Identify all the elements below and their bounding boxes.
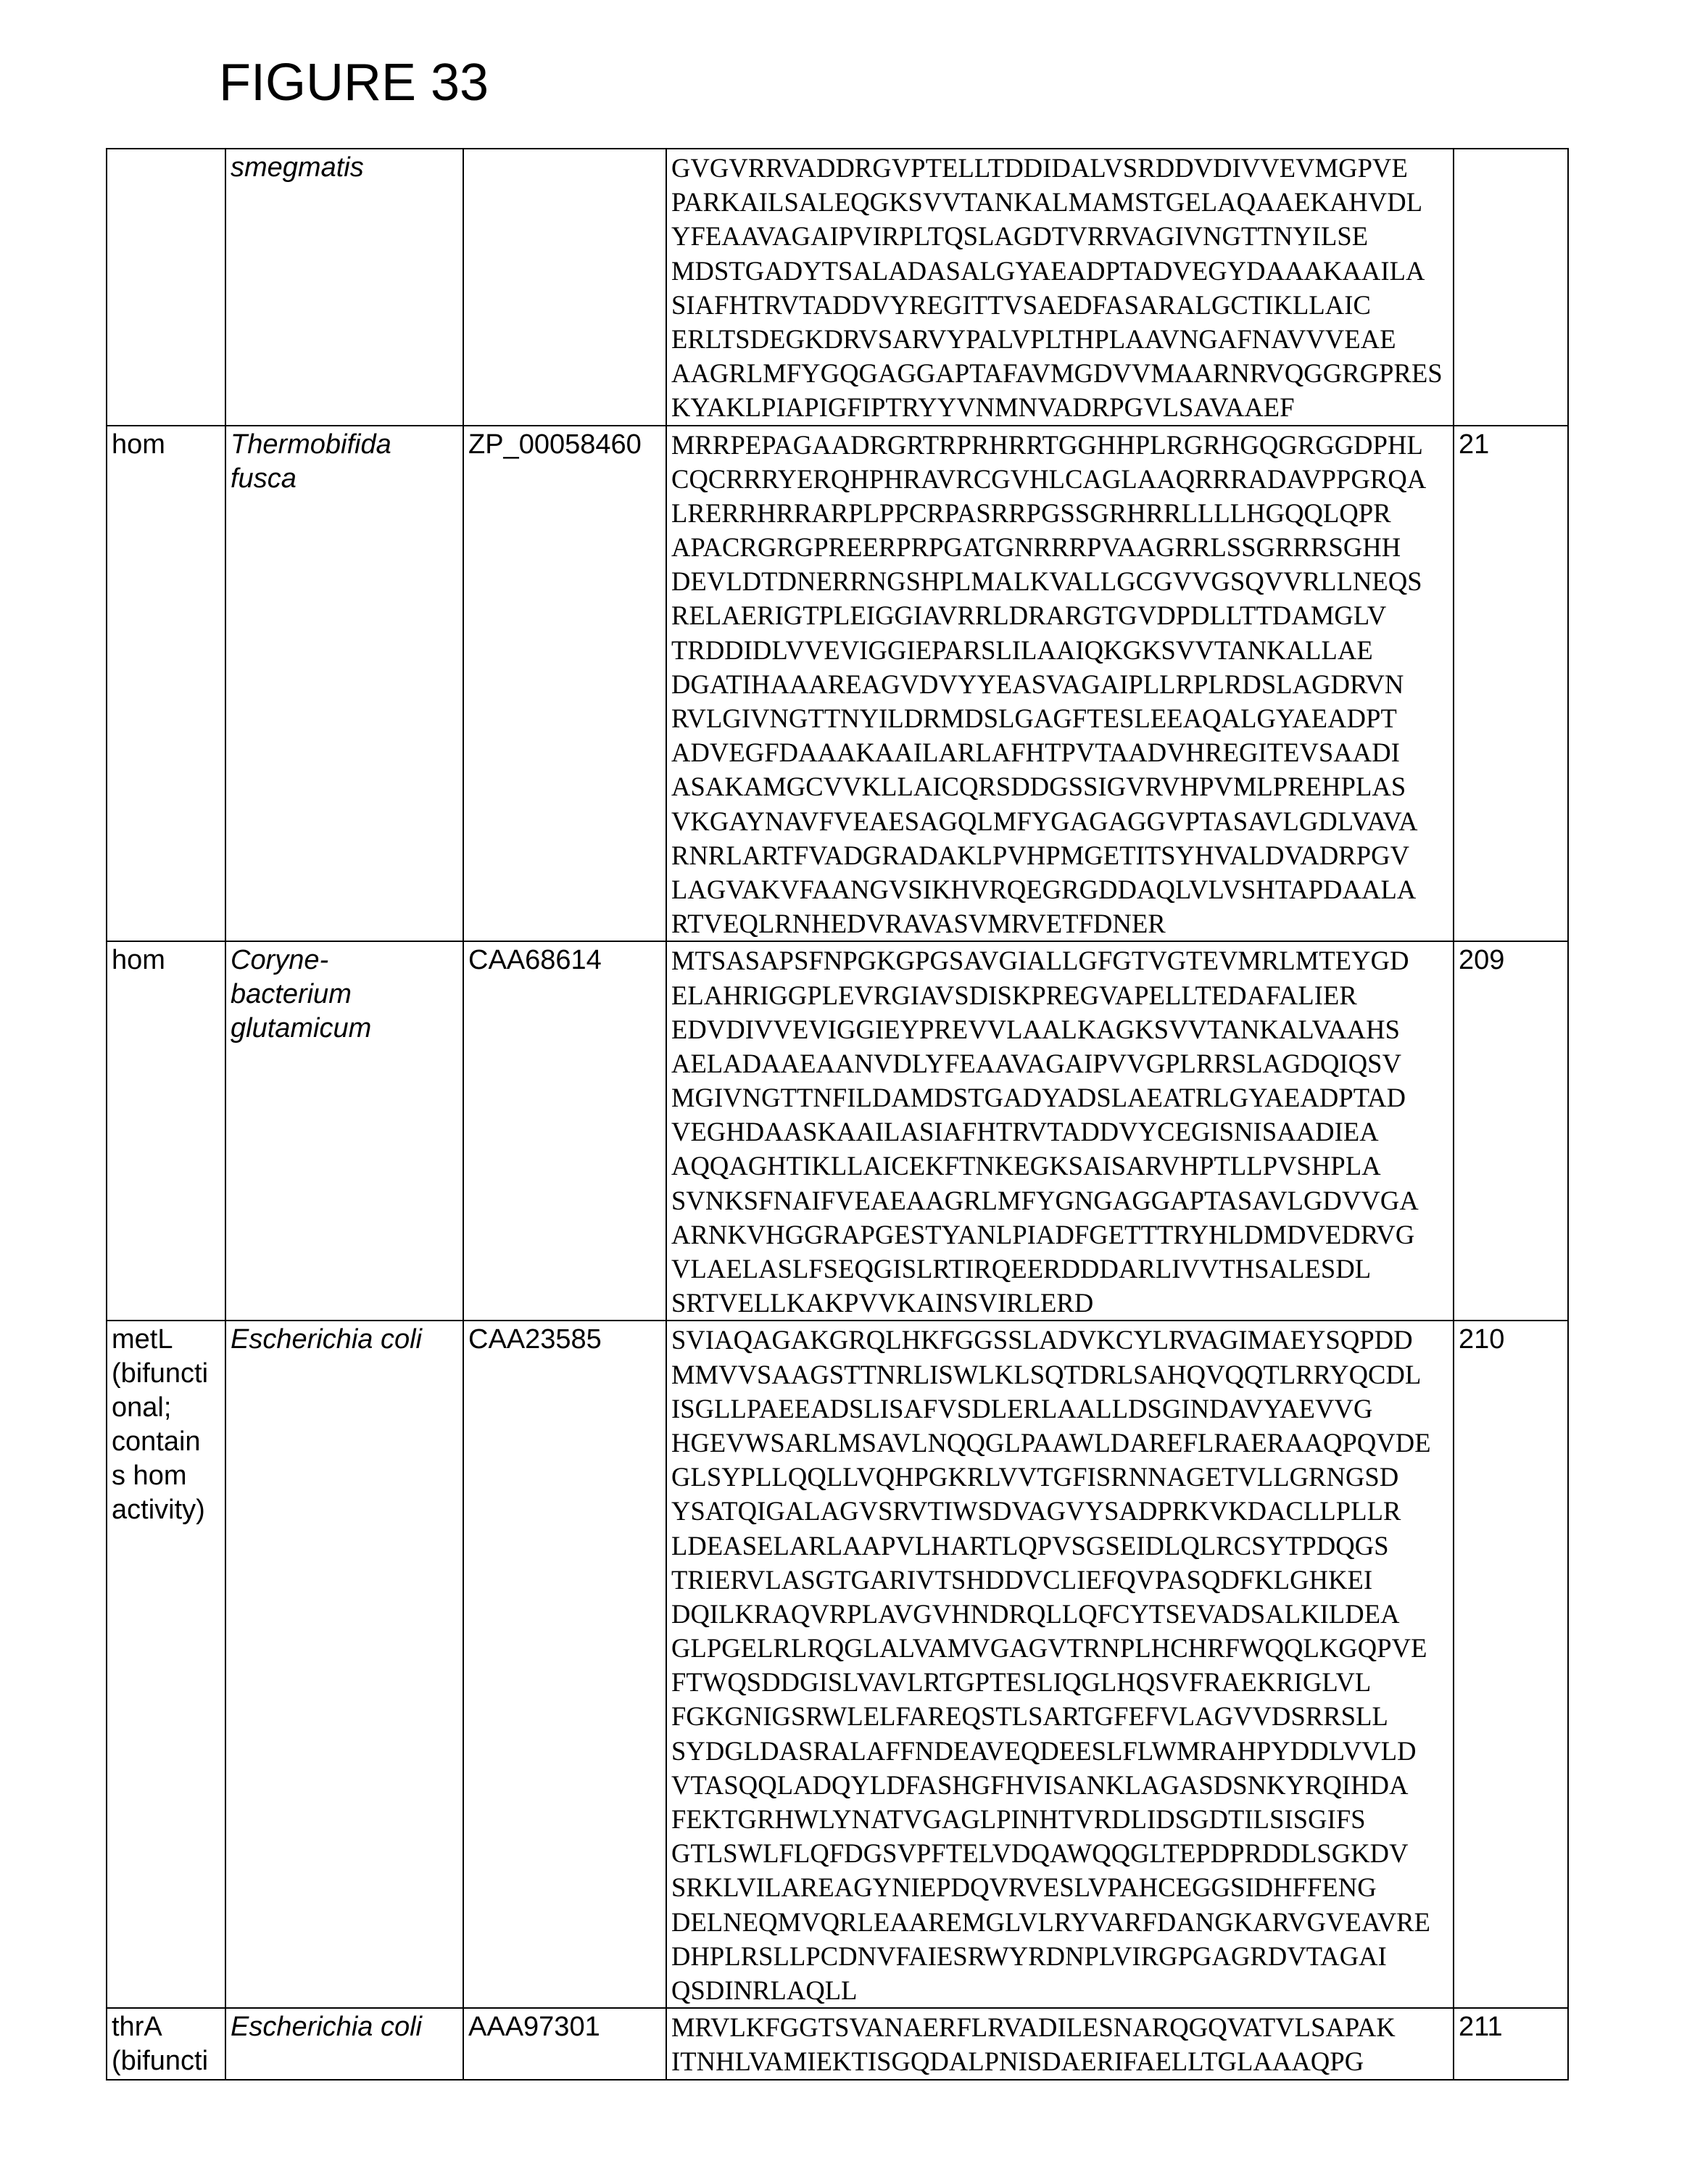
sequence-line: FEKTGRHWLYNATVGAGLPINHTVRDLIDSGDTILSISGIFS [671, 1804, 1366, 1834]
seq-id-cell: 211 [1454, 2008, 1568, 2079]
sequence-line: DGATIHAAAREAGVDVYYEASVAGAIPLLRPLRDSLAGDRVN [671, 669, 1404, 699]
table-row [107, 149, 1568, 426]
sequence-line: VKGAYNAVFVEAESAGQLMFYGAGAGGVPTASAVLGDLVAVA [671, 806, 1418, 836]
table-row [107, 426, 1568, 942]
sequence-line: LRERRHRRARPLPPCRPASRRPGSSGRHRRLLLLHGQQLQPR [671, 497, 1391, 528]
sequence-line: EDVDIVVEVIGGIEYPREVVLAALKAGKSVVTANKALVAAHS [671, 1014, 1400, 1044]
seq-id-cell: 210 [1454, 1321, 1568, 2008]
sequence-line: FGKGNIGSRWLELFAREQSTLSARTGFEFVLAGVVDSRRSLL [671, 1701, 1388, 1732]
organism-cell: Escherichia coli [225, 2008, 463, 2079]
sequence-line: MDSTGADYTSALADASALGYAEADPTADVEGYDAAAKAAILA [671, 255, 1425, 286]
accession-cell [463, 149, 666, 426]
sequence-line: APACRGRGPREERPRPGATGNRRRPVAAGRRLSSGRRRSGHH [671, 532, 1401, 563]
organism-cell: Coryne- bacterium glutamicum [225, 941, 463, 1321]
sequence-line: QSDINRLAQLL [671, 1975, 858, 2005]
sequence-line: SVNKSFNAIFVEAEAAGRLMFYGNGAGGAPTASAVLGDVVGA [671, 1185, 1419, 1215]
sequence-line: ARNKVHGGRAPGESTYANLPIADFGETTTRYHLDMDVEDRVG [671, 1219, 1415, 1249]
organism-cell: Escherichia coli [225, 1321, 463, 2008]
sequence-line: SVIAQAGAKGRQLHKFGGSSLADVKCYLRVAGIMAEYSQPDD [671, 1325, 1413, 1355]
gene-cell: metL (bifuncti onal; contain s hom activity) [107, 1321, 225, 2008]
sequence-line: LDEASELARLAAPVLHARTLQPVSGSEIDLQLRCSYTPDQGS [671, 1530, 1389, 1561]
sequence-line: HGEVWSARLMSAVLNQQGLPAAWLDAREFLRAERAAQPQVDE [671, 1427, 1431, 1458]
sequence-line: ADVEGFDAAAKAAILARLAFHTPVTAADVHREGITEVSAADI [671, 737, 1400, 768]
sequence-line: MTSASAPSFNPGKGPGSAVGIALLGFGTVGTEVMRLMTEYGD [671, 946, 1409, 976]
sequence-line: CQCRRRYERQHPHRAVRCGVHLCAGLAAQRRRADAVPPGRQA [671, 463, 1427, 494]
sequence-table [106, 148, 1569, 2081]
accession-cell: CAA68614 [463, 941, 666, 1321]
sequence-cell [666, 1321, 1454, 2008]
sequence-line: TRDDIDLVVEVIGGIEPARSLILAAIQKGKSVVTANKALLAE [671, 635, 1373, 665]
sequence-cell [666, 426, 1454, 942]
sequence-line: MRVLKFGGTSVANAERFLRVADILESNARQGQVATVLSAPAK [671, 2012, 1396, 2043]
sequence-cell [666, 149, 1454, 426]
sequence-line: ELAHRIGGPLEVRGIAVSDISKPREGVAPELLTEDAFALIER [671, 980, 1357, 1010]
sequence-line: AAGRLMFYGQGAGGAPTAFAVMGDVVMAARNRVQGGRGPRES [671, 358, 1443, 389]
sequence-line: RNRLARTFVADGRADAKLPVHPMGETITSYHVALDVADRPGV [671, 840, 1410, 870]
organism-cell: smegmatis [225, 149, 463, 426]
sequence-line: SRTVELLKAKPVVKAINSVIRLERD [671, 1288, 1094, 1318]
sequence-line: LAGVAKVFAANGVSIKHVRQEGRGDDAQLVLVSHTAPDAALA [671, 874, 1417, 904]
table-row [107, 941, 1568, 1321]
gene-cell [107, 149, 225, 426]
organism-cell: Thermobifida fusca [225, 426, 463, 942]
sequence-line: ISGLLPAEEADSLISAFVSDLERLAALLDSGINDAVYAEVVG [671, 1393, 1373, 1424]
sequence-line: MGIVNGTTNFILDAMDSTGADYADSLAEATRLGYAEADPTAD [671, 1083, 1406, 1113]
sequence-line: MMVVSAAGSTTNRLISWLKLSQTDRLSAHQVQQTLRRYQCDL [671, 1359, 1422, 1389]
sequence-line: AELADAAEAANVDLYFEAAVAGAIPVVGPLRRSLAGDQIQSV [671, 1048, 1402, 1078]
sequence-line: PARKAILSALEQGKSVVTANKALMAMSTGELAQAAEKAHVDL [671, 187, 1423, 218]
sequence-line: GLSYPLLQQLLVQHPGKRLVVTGFISRNNAGETVLLGRNGSD [671, 1462, 1399, 1492]
sequence-line: KYAKLPIAPIGFIPTRYYVNMNVADRPGVLSAVAAEF [671, 392, 1295, 423]
sequence-line: RELAERIGTPLEIGGIAVRRLDRARGTGVDPDLLTTDAMGLV [671, 600, 1387, 631]
sequence-line: RTVEQLRNHEDVRAVASVMRVETFDNER [671, 909, 1166, 939]
sequence-line: DELNEQMVQRLEAAREMGLVLRYVARFDANGKARVGVEAVRE [671, 1906, 1430, 1937]
sequence-line: AQQAGHTIKLLAICEKFTNKEGKSAISARVHPTLLPVSHPLA [671, 1151, 1381, 1181]
sequence-line: FTWQSDDGISLVAVLRTGPTESLIQGLHQSVFRAEKRIGLVL [671, 1667, 1372, 1698]
sequence-cell [666, 941, 1454, 1321]
accession-cell: CAA23585 [463, 1321, 666, 2008]
sequence-line: SRKLVILAREAGYNIEPDQVRVESLVPAHCEGGSIDHFFENG [671, 1872, 1377, 1903]
sequence-line: DEVLDTDNERRNGSHPLMALKVALLGCGVVGSQVVRLLNEQS [671, 566, 1422, 597]
gene-cell: hom [107, 941, 225, 1321]
sequence-line: DHPLRSLLPCDNVFAIESRWYRDNPLVIRGPGAGRDVTAGAI [671, 1941, 1387, 1971]
sequence-line: SYDGLDASRALAFFNDEAVEQDEESLFLWMRAHPYDDLVVLD [671, 1735, 1417, 1766]
sequence-line: ITNHLVAMIEKTISGQDALPNISDAERIFAELLTGLAAAQPG [671, 2046, 1364, 2077]
figure-title: FIGURE 33 [219, 54, 489, 112]
sequence-line: GLPGELRLRQGLALVAMVGAGVTRNPLHCHRFWQQLKGQPVE [671, 1633, 1427, 1664]
sequence-line: ASAKAMGCVVKLLAICQRSDDGSSIGVRVHPVMLPREHPLAS [671, 772, 1406, 802]
table-row [107, 2008, 1568, 2079]
sequence-line: VEGHDAASKAAILASIAFHTRVTADDVYCEGISNISAADIEA [671, 1117, 1379, 1147]
sequence-line: YSATQIGALAGVSRVTIWSDVAGVYSADPRKVKDACLLPLLR [671, 1496, 1401, 1526]
table-row [107, 1321, 1568, 2008]
sequence-line: TRIERVLASGTGARIVTSHDDVCLIEFQVPASQDFKLGHKEI [671, 1564, 1373, 1595]
gene-cell: hom [107, 426, 225, 942]
sequence-line: DQILKRAQVRPLAVGVHNDRQLLQFCYTSEVADSALKILDEA [671, 1598, 1400, 1629]
sequence-line: YFEAAVAGAIPVIRPLTQSLAGDTVRRVAGIVNGTTNYILSE [671, 221, 1369, 252]
seq-id-cell: 21 [1454, 426, 1568, 942]
sequence-line: GVGVRRVADDRGVPTELLTDDIDALVSRDDVDIVVEVMGPVE [671, 153, 1408, 183]
sequence-line: ERLTSDEGKDRVSARVYPALVPLTHPLAAVNGAFNAVVVEAE [671, 323, 1396, 354]
sequence-line: VTASQQLADQYLDFASHGFHVISANKLAGASDSNKYRQIHDA [671, 1769, 1409, 1800]
sequence-table-body [107, 149, 1568, 2080]
sequence-cell [666, 2008, 1454, 2079]
sequence-line: MRRPEPAGAADRGRTRPRHRRTGGHHPLRGRHGQGRGGDPHL [671, 429, 1423, 460]
accession-cell: AAA97301 [463, 2008, 666, 2079]
sequence-line: RVLGIVNGTTNYILDRMDSLGAGFTESLEEAQALGYAEADPT [671, 703, 1397, 733]
accession-cell: ZP_00058460 [463, 426, 666, 942]
seq-id-cell [1454, 149, 1568, 426]
seq-id-cell: 209 [1454, 941, 1568, 1321]
sequence-line: VLAELASLFSEQGISLRTIRQEERDDDARLIVVTHSALESDL [671, 1254, 1372, 1284]
gene-cell: thrA (bifuncti [107, 2008, 225, 2079]
sequence-line: SIAFHTRVTADDVYREGITTVSAEDFASARALGCTIKLLAIC [671, 289, 1371, 320]
sequence-line: GTLSWLFLQFDGSVPFTELVDQAWQQGLTEPDPRDDLSGKDV [671, 1838, 1409, 1869]
